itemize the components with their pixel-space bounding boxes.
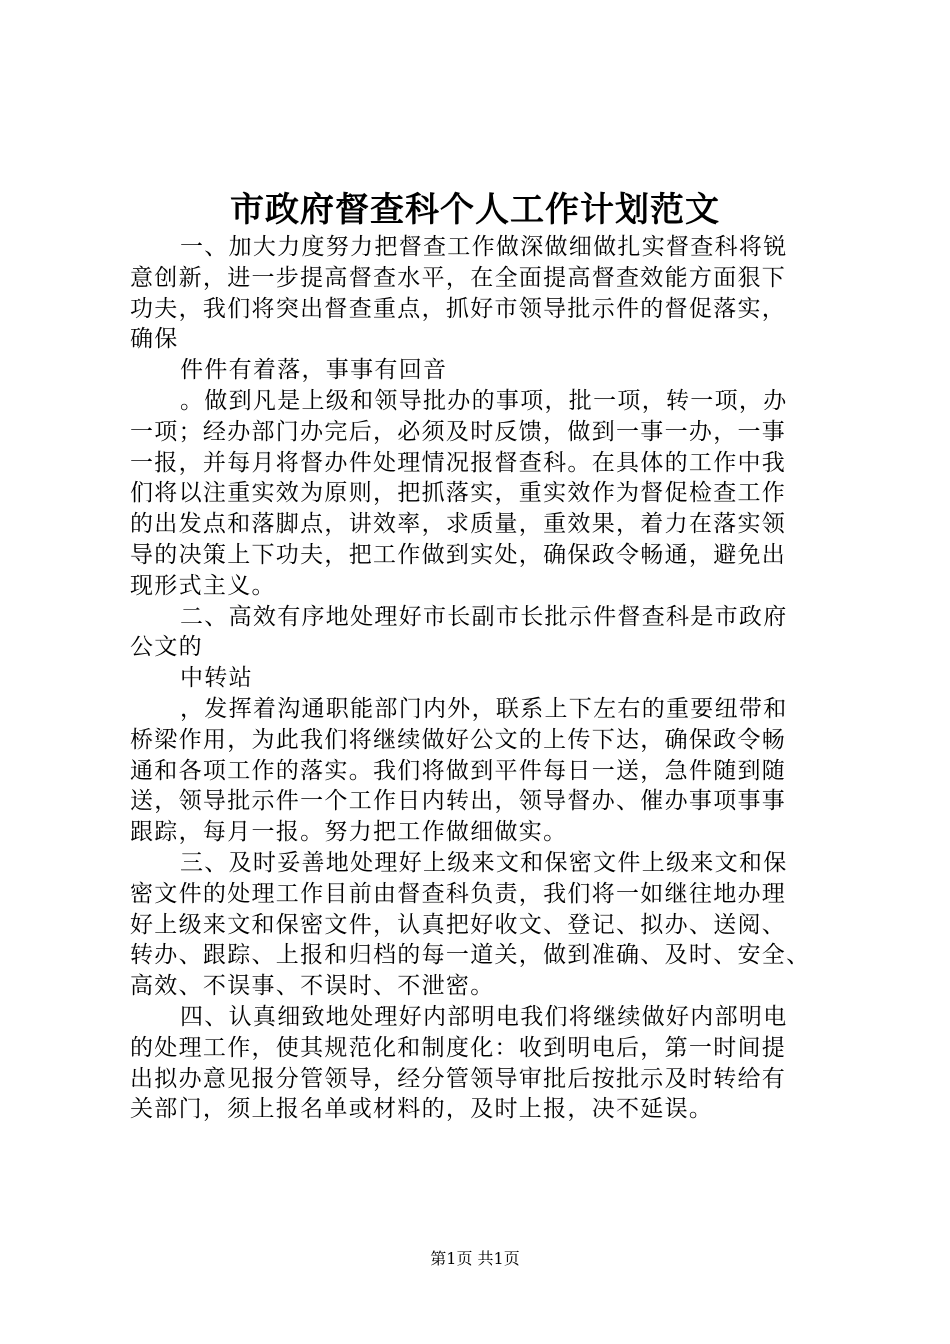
body-text-line: 导的决策上下功夫，把工作做到实处，确保政令畅通，避免出	[130, 541, 787, 568]
body-text-line: 跟踪，每月一报。努力把工作做细做实。	[130, 819, 568, 846]
body-text-line: 关部门，须上报名单或材料的，及时上报，决不延误。	[130, 1096, 714, 1123]
body-text-line: 送，领导批示件一个工作日内转出，领导督办、催办事项事事	[130, 788, 787, 815]
body-text-line: 中转站	[180, 665, 253, 692]
body-text-line: 三、及时妥善地处理好上级来文和保密文件上级来文和保	[180, 849, 788, 876]
document-title: 市政府督查科个人工作计划范文	[230, 190, 720, 230]
body-text-line: 出拟办意见报分管领导，经分管领导审批后按批示及时转给有	[130, 1065, 787, 1092]
body-text-line: 意创新，进一步提高督查水平，在全面提高督查效能方面狠下	[130, 264, 787, 291]
body-text-line: 桥梁作用，为此我们将继续做好公文的上传下达，确保政令畅	[130, 726, 787, 753]
body-text-line: 功夫，我们将突出督查重点，抓好市领导批示件的督促落实，	[130, 295, 787, 322]
body-text-line: 确保	[130, 326, 179, 353]
body-text-line: 转办、跟踪、上报和归档的每一道关，做到准确、及时、安全、	[130, 942, 811, 969]
body-text-line: 好上级来文和保密文件，认真把好收文、登记、拟办、送阅、	[130, 911, 787, 938]
body-text-line: 四、认真细致地处理好内部明电我们将继续做好内部明电	[180, 1003, 788, 1030]
body-text-line: 现形式主义。	[130, 572, 276, 599]
body-text-line: 的出发点和落脚点，讲效率，求质量，重效果，着力在落实领	[130, 511, 787, 538]
body-text-line: ，发挥着沟通职能部门内外，联系上下左右的重要纽带和	[180, 695, 788, 722]
body-text-line: 高效、不误事、不误时、不泄密。	[130, 973, 495, 1000]
body-text-line: 件件有着落，事事有回音	[180, 357, 448, 384]
body-text-line: 的处理工作，使其规范化和制度化：收到明电后，第一时间提	[130, 1034, 787, 1061]
body-text-line: 们将以注重实效为原则，把抓落实，重实效作为督促检查工作	[130, 480, 787, 507]
document-body	[130, 232, 830, 1125]
body-text-line: 一项；经办部门办完后，必须及时反馈，做到一事一办，一事	[130, 418, 787, 445]
body-text-line: 公文的	[130, 634, 203, 661]
body-text-line: 一报，并每月将督办件处理情况报督查科。在具体的工作中我	[130, 449, 787, 476]
page-number-footer: 第1页 共1页	[430, 1249, 520, 1268]
body-text-line: 。做到凡是上级和领导批办的事项，批一项，转一项，办	[180, 387, 788, 414]
body-text-line: 通和各项工作的落实。我们将做到平件每日一送，急件随到随	[130, 757, 787, 784]
body-text-line: 一、加大力度努力把督查工作做深做细做扎实督查科将锐	[180, 234, 788, 260]
body-text-line: 密文件的处理工作目前由督查科负责，我们将一如继往地办理	[130, 880, 787, 907]
body-text-line: 二、高效有序地处理好市长副市长批示件督查科是市政府	[180, 603, 788, 630]
